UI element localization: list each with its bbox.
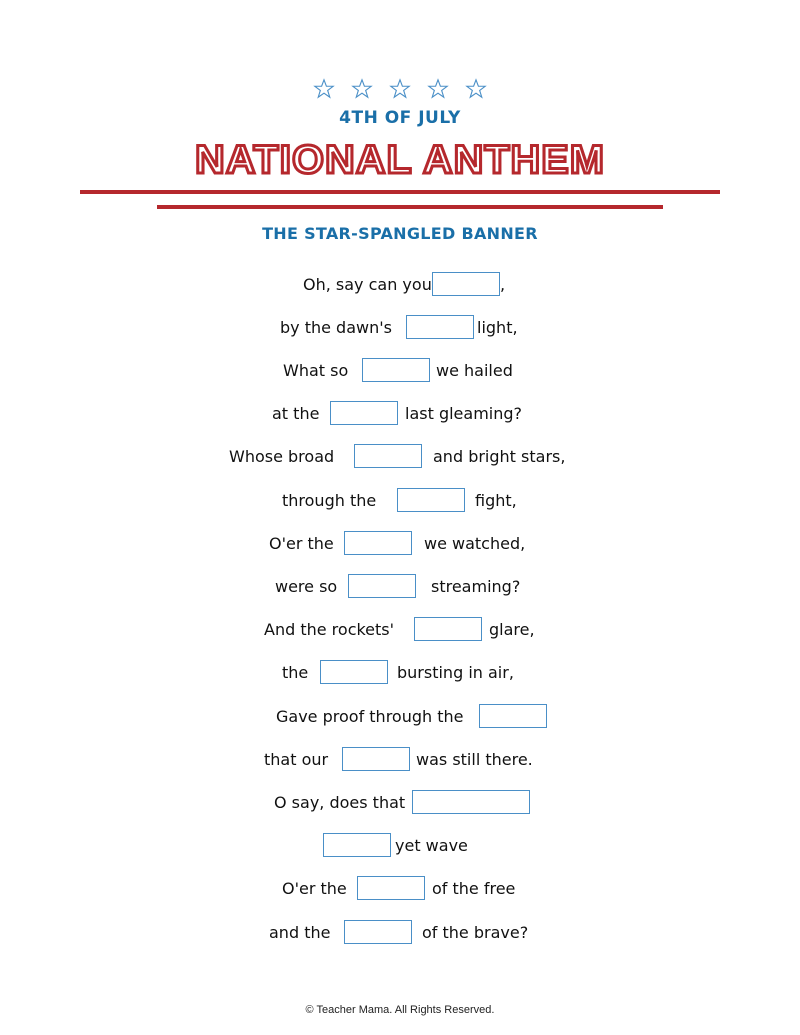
lyric-line [0, 444, 800, 474]
lyric-text-before: O'er the [269, 534, 334, 553]
stars-row [0, 78, 800, 100]
lyric-text-before: and the [269, 923, 331, 942]
lyric-line [0, 747, 800, 777]
copyright-footer [0, 1004, 800, 1016]
lyric-text-after: bursting in air, [397, 663, 514, 682]
fill-in-blank[interactable] [354, 444, 422, 468]
star-icon [427, 78, 449, 100]
fill-in-blank[interactable] [344, 920, 412, 944]
lyric-text-before: Oh, say can you [303, 275, 432, 294]
lyric-text-after: , [500, 275, 506, 294]
lyric-line [0, 833, 800, 863]
fill-in-blank[interactable] [432, 272, 500, 296]
lyric-line [0, 920, 800, 950]
lyric-line [0, 488, 800, 518]
fill-in-blank[interactable] [406, 315, 474, 339]
lyric-text-before: O'er the [282, 879, 347, 898]
lyric-text-before: by the dawn's [280, 318, 392, 337]
star-icon [389, 78, 411, 100]
copyright-icon: © [305, 1004, 314, 1016]
lyric-text-after: of the brave? [422, 923, 529, 942]
lyric-line [0, 358, 800, 388]
lyric-text-before: were so [275, 577, 338, 596]
lyric-text-after: glare, [489, 620, 535, 639]
lyric-line [0, 315, 800, 345]
fill-in-blank[interactable] [330, 401, 398, 425]
lyric-line [0, 401, 800, 431]
lyric-text-after: was still there. [416, 750, 533, 769]
lyric-text-before: What so [283, 361, 349, 380]
lyric-line [0, 790, 800, 820]
lyric-text-after: streaming? [431, 577, 521, 596]
fill-in-blank[interactable] [412, 790, 530, 814]
fill-in-blank[interactable] [479, 704, 547, 728]
lyric-line [0, 272, 800, 302]
star-icon [313, 78, 335, 100]
fill-in-blank[interactable] [320, 660, 388, 684]
lyric-text-before: that our [264, 750, 329, 769]
lyric-text-before: at the [272, 404, 320, 423]
fill-in-blank[interactable] [342, 747, 410, 771]
lyric-text-before: through the [282, 491, 377, 510]
lyric-text-after: and bright stars, [433, 447, 566, 466]
divider-rule-top [80, 190, 720, 194]
lyric-text-after: we watched, [424, 534, 526, 553]
lyric-text-before: Whose broad [229, 447, 335, 466]
fill-in-blank[interactable] [414, 617, 482, 641]
worksheet-subtitle: 4TH OF JULY [339, 108, 461, 128]
lyric-text-before: O say, does that [274, 793, 406, 812]
lyric-line [0, 876, 800, 906]
fill-in-blank[interactable] [348, 574, 416, 598]
song-title: THE STAR-SPANGLED BANNER [262, 224, 538, 243]
page-title [0, 133, 800, 183]
lyric-text-after: yet wave [395, 836, 468, 855]
page-title-text: NATIONAL ANTHEM [195, 138, 605, 182]
lyric-line [0, 617, 800, 647]
lyric-text-before: the [282, 663, 309, 682]
lyric-text-after: we hailed [436, 361, 513, 380]
fill-in-blank[interactable] [362, 358, 430, 382]
copyright-text: Teacher Mama. All Rights Reserved. [316, 1004, 495, 1016]
fill-in-blank[interactable] [397, 488, 465, 512]
fill-in-blank[interactable] [323, 833, 391, 857]
lyric-text-after: fight, [475, 491, 517, 510]
lyric-text-after: light, [477, 318, 518, 337]
lyric-text-after: last gleaming? [405, 404, 523, 423]
lyric-line [0, 704, 800, 734]
divider-rule-bottom [157, 205, 663, 209]
lyric-text-before: Gave proof through the [276, 707, 464, 726]
star-icon [465, 78, 487, 100]
fill-in-blank[interactable] [344, 531, 412, 555]
lyric-line [0, 574, 800, 604]
lyric-text-after: of the free [432, 879, 516, 898]
lyric-line [0, 531, 800, 561]
lyric-text-before: And the rockets' [264, 620, 395, 639]
star-icon [351, 78, 373, 100]
fill-in-blank[interactable] [357, 876, 425, 900]
lyric-line [0, 660, 800, 690]
